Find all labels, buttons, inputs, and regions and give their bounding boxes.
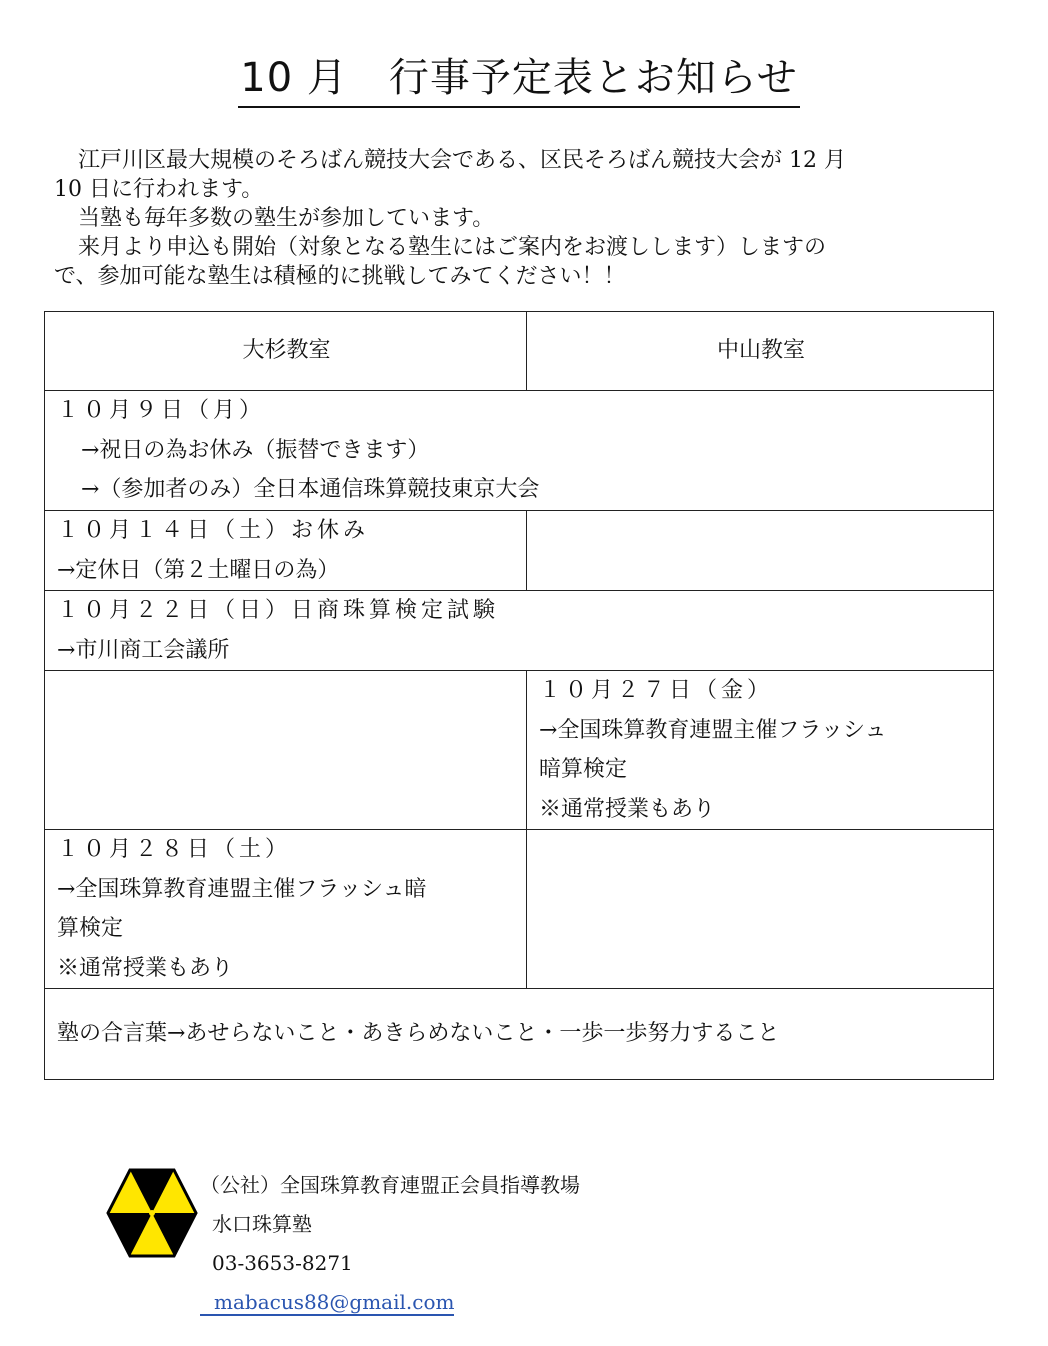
event-detail: →（参加者のみ）全日本通信珠算競技東京大会 (81, 477, 540, 502)
intro-text (54, 146, 994, 291)
table-row (45, 989, 994, 1080)
footer-contact (200, 1166, 580, 1322)
empty-cell (527, 830, 994, 989)
event-detail: →定休日（第２土曜日の為） (57, 557, 340, 583)
empty-cell (45, 671, 527, 830)
event-cell-oct9 (45, 391, 994, 511)
table-row (45, 591, 994, 671)
event-date: １０月２７日（金） (539, 678, 774, 703)
table-row (45, 391, 994, 511)
intro-paragraph-3b: で、参加可能な塾生は積極的に挑戦してみてください！！ (54, 264, 626, 289)
event-cell-oct28 (45, 830, 527, 989)
event-date: １０月９日（月） (57, 398, 266, 423)
event-detail: ※通常授業もあり (539, 796, 716, 822)
abacus-federation-logo-icon (106, 1168, 198, 1258)
table-row (45, 511, 994, 591)
header-ohsugi: 大杉教室 (45, 312, 527, 391)
event-cell-oct27 (527, 671, 994, 830)
footer-organization: （公社）全国珠算教育連盟正会員指導教場 (200, 1173, 580, 1197)
footer-school-name: 水口珠算塾 (212, 1212, 312, 1236)
event-detail: →祝日の為お休み（振替できます） (81, 437, 430, 463)
table-row (45, 671, 994, 830)
table-row (45, 830, 994, 989)
page-title (0, 52, 1038, 108)
intro-paragraph-2: 当塾も毎年多数の塾生が参加しています。 (78, 206, 495, 231)
event-cell-oct14 (45, 511, 527, 591)
empty-cell (527, 511, 994, 591)
intro-paragraph-1b: 10 日に行われます。 (54, 177, 264, 202)
event-detail: →全国珠算教育連盟主催フラッシュ暗 (57, 876, 427, 902)
schedule-table (44, 311, 994, 1080)
event-date: １０月２８日（土） (57, 837, 292, 862)
event-detail: →全国珠算教育連盟主催フラッシュ (539, 717, 887, 743)
footer-email-link[interactable]: mabacus88@gmail.com (200, 1290, 454, 1316)
event-cell-oct22 (45, 591, 994, 671)
event-detail: ※通常授業もあり (57, 955, 234, 981)
motto-cell: 塾の合言葉→あせらないこと・あきらめないこと・一歩一歩努力すること (45, 989, 994, 1080)
event-detail: 算検定 (57, 916, 124, 941)
header-nakayama: 中山教室 (527, 312, 994, 391)
event-detail: →市川商工会議所 (57, 637, 230, 663)
page-title-text: 10 月 行事予定表とお知らせ (238, 52, 799, 108)
intro-paragraph-1a: 江戸川区最大規模のそろばん競技大会である、区民そろばん競技大会が 12 月 (78, 148, 846, 173)
intro-paragraph-3a: 来月より申込も開始（対象となる塾生にはご案内をお渡しします）しますの (78, 235, 827, 260)
table-header-row (45, 312, 994, 391)
event-date: １０月１４日（土）お休み (57, 518, 370, 543)
footer-phone: 03-3653-8271 (212, 1251, 353, 1275)
event-detail: 暗算検定 (539, 757, 628, 782)
event-date: １０月２２日（日）日商珠算検定試験 (57, 598, 500, 623)
